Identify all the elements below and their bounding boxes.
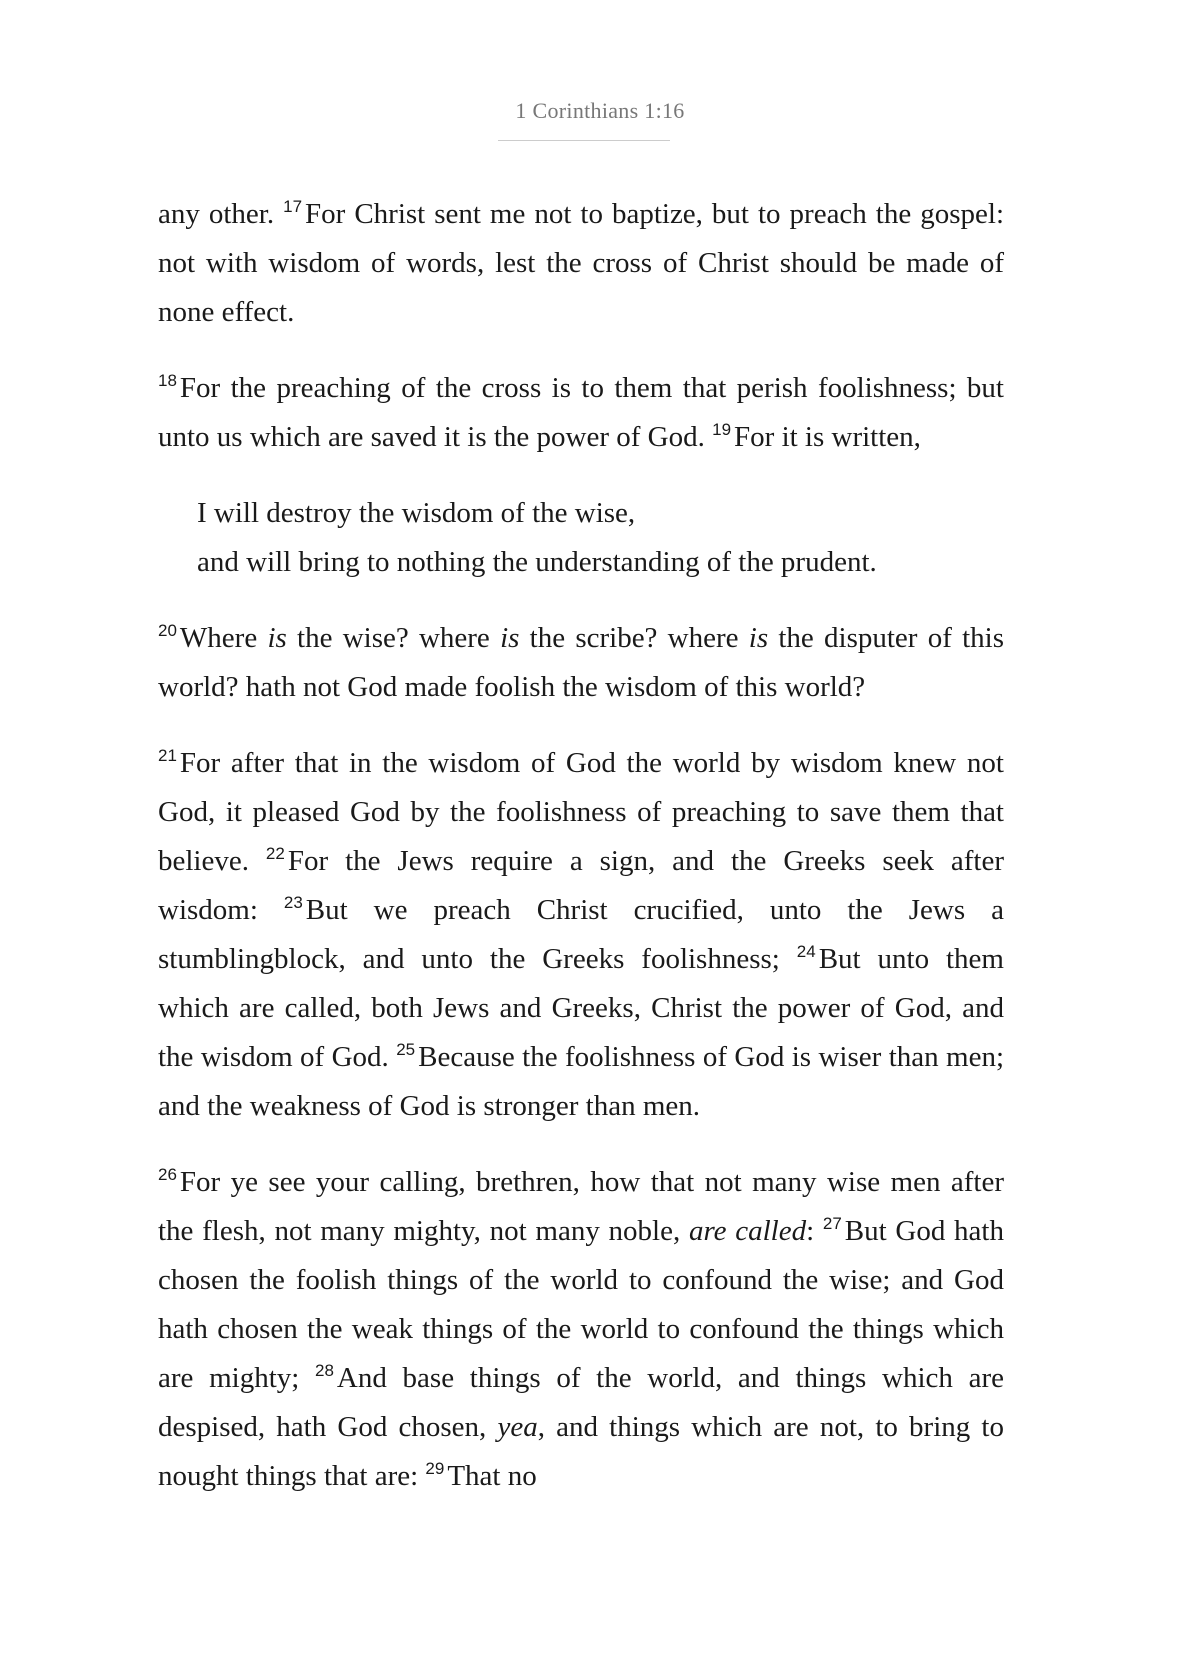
verse-number-27: 27	[822, 1214, 842, 1234]
italic-word: is	[267, 622, 287, 654]
paragraph-v18-19	[158, 364, 1004, 462]
verse-number-24: 24	[796, 942, 816, 962]
verse-text: , and things which are not, to bring to nought things that are:	[158, 1411, 1004, 1492]
verse-text: But God hath chosen the foolish things of the world to confound the wise; and God hath chosen the weak things of the world to confound the things which are mighty;	[158, 1215, 1004, 1394]
paragraph-v16-17	[158, 190, 1004, 337]
verse-number-26: 26	[158, 1165, 177, 1185]
verse-text: For it is written,	[734, 421, 921, 453]
verse-number-25: 25	[396, 1040, 416, 1060]
poetry-line: I will destroy the wisdom of the wise,	[197, 497, 636, 529]
poetry-line: and will bring to nothing the understanding of the prudent.	[197, 546, 877, 578]
verse-number-20: 20	[158, 621, 177, 641]
italic-word: yea	[497, 1411, 538, 1443]
verse-text: For Christ sent me not to baptize, but to preach the gospel: not with wisdom of words, lest the cross of Christ should be made of none effect.	[158, 198, 1004, 328]
italic-word: is	[748, 622, 769, 654]
verse-text: For ye see your calling, brethren, how that not many wise men after the flesh, not many mighty, not many noble,	[158, 1166, 1004, 1247]
verse-text: But we preach Christ crucified, unto the Jews a stumblingblock, and unto the Greeks foolishness;	[158, 894, 1004, 975]
verse-text: the scribe? where	[519, 622, 749, 654]
verse-text: the disputer of this world? hath not God made foolish the wisdom of this world?	[158, 622, 1004, 703]
verse-text: :	[806, 1215, 823, 1247]
running-head-rule	[498, 140, 670, 141]
italic-word: is	[500, 622, 520, 654]
verse-text: And base things of the world, and things which are despised, hath God chosen,	[158, 1362, 1004, 1443]
running-head: 1 Corinthians 1:16	[515, 98, 685, 123]
verse-text: But unto them which are called, both Jews and Greeks, Christ the power of God, and the wisdom of God.	[158, 943, 1004, 1073]
paragraph-v26-29	[158, 1158, 1004, 1501]
poetry-quotation	[158, 489, 1004, 587]
verse-number-23: 23	[283, 893, 303, 913]
verse-text: For after that in the wisdom of God the world by wisdom knew not God, it pleased God by the foolishness of preaching to save them that believe.	[158, 747, 1004, 877]
italic-word: are called	[688, 1215, 807, 1247]
verse-text: For the preaching of the cross is to them that perish foolishness; but unto us which are saved it is the power of God.	[158, 372, 1004, 453]
verse-text: any other.	[158, 198, 284, 230]
scripture-text	[158, 190, 1004, 1501]
verse-text: For the Jews require a sign, and the Greeks seek after wisdom:	[158, 845, 1004, 926]
verse-number-18: 18	[158, 371, 177, 391]
verse-text: That no	[447, 1460, 537, 1492]
verse-number-19: 19	[712, 420, 732, 440]
verse-number-29: 29	[425, 1459, 445, 1479]
verse-text: Where	[179, 622, 268, 654]
verse-text: Because the foolishness of God is wiser than men; and the weakness of God is stronger than men.	[158, 1041, 1004, 1122]
paragraph-v20	[158, 614, 1004, 712]
paragraph-v21-25	[158, 739, 1004, 1131]
verse-number-22: 22	[265, 844, 285, 864]
verse-number-21: 21	[158, 746, 177, 766]
verse-number-28: 28	[315, 1361, 334, 1381]
verse-text: the wise? where	[286, 622, 501, 654]
verse-number-17: 17	[283, 197, 303, 217]
